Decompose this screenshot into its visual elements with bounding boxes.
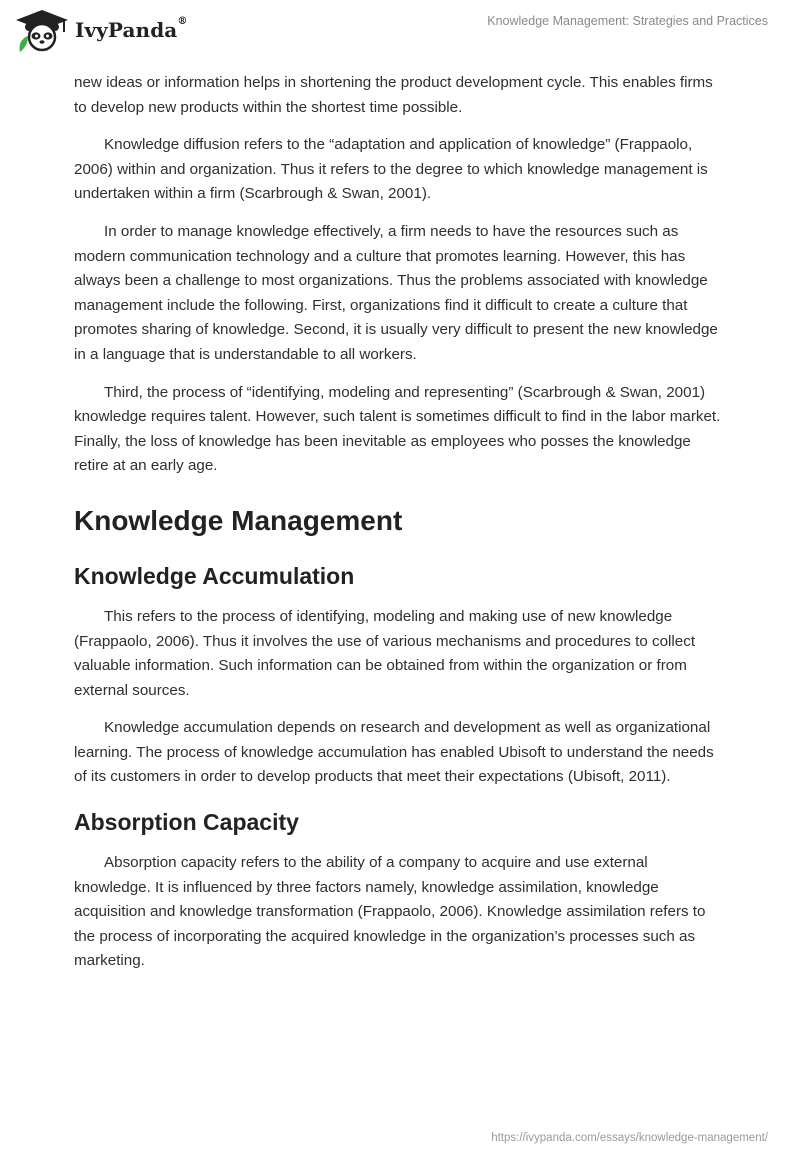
page-header <box>0 0 800 60</box>
paragraph-3: In order to manage knowledge effectively, a firm needs to have the resources such as modern communication technology and a culture that promotes learning. However, this has always been a challenge to most organizations. Thus the problems associated with knowledge management include the following. First, organizations find it difficult to create a culture that promotes sharing of knowledge. Second, it is usually very difficult to present the new knowledge in a language that is understandable to all workers. <box>74 222 718 363</box>
heading-absorption-capacity: Absorption Capacity <box>74 809 299 836</box>
essay-body <box>74 71 726 987</box>
paragraph-5: This refers to the process of identifying, modeling and making use of new knowledge (Frappaolo, 2006). Thus it involves the use of various mechanisms and procedures to collect valuable information. Such information can be obtained from within the organization or from external sources. <box>74 607 696 699</box>
registered-mark: ® <box>177 16 188 27</box>
paragraph-6: Knowledge accumulation depends on research and development as well as organizational learning. The process of knowledge accumulation has enabled Ubisoft to understand the needs of its customers in order to develop products that meet their expectations (Ubisoft, 2011). <box>74 719 714 786</box>
source-url-link[interactable]: https://ivypanda.com/essays/knowledge-management/ <box>491 1132 768 1144</box>
brand-name: IvyPanda® <box>75 16 188 42</box>
heading-knowledge-management: Knowledge Management <box>74 504 403 536</box>
paragraph-7: Absorption capacity refers to the ability of a company to acquire and use external knowledge. It is influenced by three factors namely, knowledge assimilation, knowledge acquisition and knowledge transformation (Frappaolo, 2006). Knowledge assimilation refers to the process of incorporating the acquired knowledge in the organization’s processes such as marketing. <box>74 854 706 970</box>
paragraph-2: Knowledge diffusion refers to the “adaptation and application of knowledge” (Frappaolo, 2006) within and organization. Thus it refers to the degree to which knowledge management is undertaken within a firm (Scarbrough & Swan, 2001). <box>74 136 708 203</box>
panda-graduate-icon <box>14 8 70 52</box>
document-title: Knowledge Management: Strategies and Practices <box>487 14 768 28</box>
paragraph-1: new ideas or information helps in shortening the product development cycle. This enables firms to develop new products within the shortest time possible. <box>74 74 713 116</box>
ivypanda-logo[interactable] <box>14 8 187 52</box>
heading-knowledge-accumulation: Knowledge Accumulation <box>74 562 355 589</box>
paragraph-4: Third, the process of “identifying, modeling and representing” (Scarbrough & Swan, 2001) knowledge requires talent. However, such talent is sometimes difficult to find in the labor market. Finally, the loss of knowledge has been inevitable as employees who posses the knowledge retire at an early age. <box>74 383 721 475</box>
